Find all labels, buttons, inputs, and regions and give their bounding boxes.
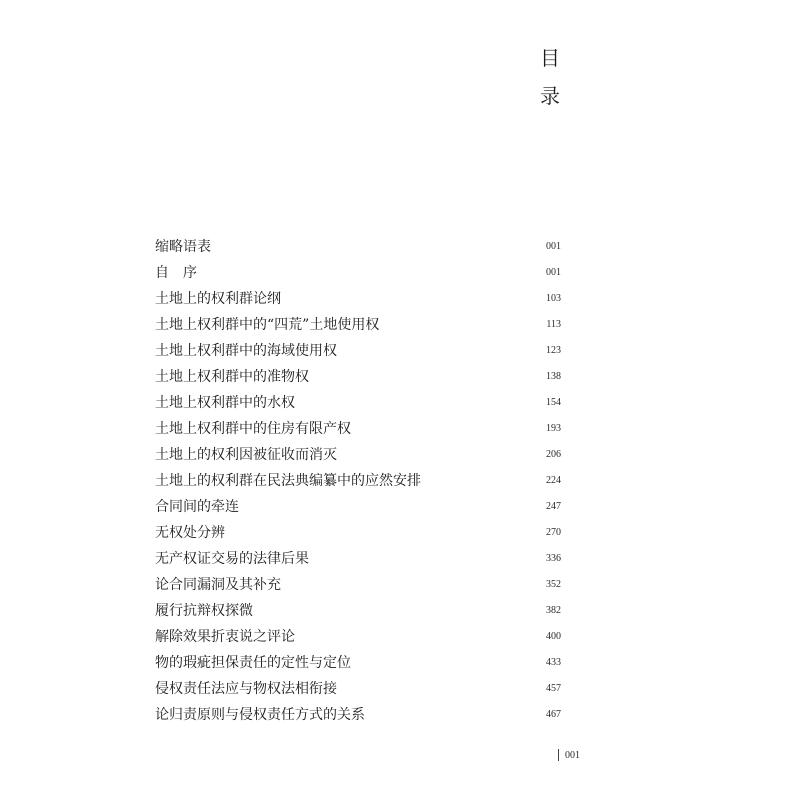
toc-entry[interactable] — [155, 233, 561, 259]
toc-entry-page: 123 — [546, 344, 561, 356]
toc-entry-page: 103 — [546, 292, 561, 304]
toc-entry-title: 物的瑕疵担保责任的定性与定位 — [155, 655, 351, 671]
page-folio — [558, 749, 580, 761]
toc-entry[interactable] — [155, 649, 561, 675]
toc-entry-page: 247 — [546, 500, 561, 512]
toc-entry-title: 侵权责任法应与物权法相衔接 — [155, 681, 337, 697]
toc-entry-page: 206 — [546, 448, 561, 460]
toc-entry-title: 土地上权利群中的准物权 — [155, 369, 309, 385]
toc-entry-page: 457 — [546, 682, 561, 694]
toc-entry[interactable] — [155, 285, 561, 311]
toc-entry-title: 土地上权利群中的水权 — [155, 395, 295, 411]
toc-entry[interactable] — [155, 441, 561, 467]
toc-entry[interactable] — [155, 623, 561, 649]
toc-entry[interactable] — [155, 415, 561, 441]
toc-entry-title: 土地上权利群中的海域使用权 — [155, 343, 337, 359]
toc-entry-title: 无产权证交易的法律后果 — [155, 551, 309, 567]
toc-entry-page: 154 — [546, 396, 561, 408]
toc-entry[interactable] — [155, 337, 561, 363]
toc-entry-page: 224 — [546, 474, 561, 486]
page-title — [530, 48, 570, 124]
toc-entry-page: 193 — [546, 422, 561, 434]
toc-entry[interactable] — [155, 675, 561, 701]
toc-entry-title: 无权处分辨 — [155, 525, 225, 541]
toc-entry-title: 论合同漏洞及其补充 — [155, 577, 281, 593]
folio-page-number: 001 — [565, 749, 580, 761]
page-title-char-2: 录 — [540, 84, 560, 108]
toc-entry-page: 382 — [546, 604, 561, 616]
toc-entry-page: 138 — [546, 370, 561, 382]
toc-entry-title: 缩略语表 — [155, 239, 211, 255]
toc-entry-page: 400 — [546, 630, 561, 642]
toc-entry-title: 土地上的权利因被征收而消灭 — [155, 447, 337, 463]
toc-entry-page: 336 — [546, 552, 561, 564]
toc-entry-title: 合同间的牵连 — [155, 499, 239, 515]
toc-entry-page: 001 — [546, 266, 561, 278]
toc-entry[interactable] — [155, 701, 561, 727]
toc-entry[interactable] — [155, 493, 561, 519]
toc-entry-title: 履行抗辩权探微 — [155, 603, 253, 619]
toc-entry-page: 433 — [546, 656, 561, 668]
toc-entry-page: 467 — [546, 708, 561, 720]
toc-entry[interactable] — [155, 259, 561, 285]
toc-entry[interactable] — [155, 311, 561, 337]
toc-entry[interactable] — [155, 545, 561, 571]
toc-entry-title: 土地上的权利群论纲 — [155, 291, 281, 307]
toc-entry[interactable] — [155, 597, 561, 623]
folio-divider — [558, 749, 559, 761]
toc-entry[interactable] — [155, 363, 561, 389]
toc-entry-title: 解除效果折衷说之评论 — [155, 629, 295, 645]
toc-entry-page: 001 — [546, 240, 561, 252]
toc-entry-title: 土地上的权利群在民法典编纂中的应然安排 — [155, 473, 421, 489]
toc-entry[interactable] — [155, 519, 561, 545]
toc-entry[interactable] — [155, 571, 561, 597]
toc-entry-title: 土地上权利群中的住房有限产权 — [155, 421, 351, 437]
toc-entry-page: 270 — [546, 526, 561, 538]
toc-entry-page: 352 — [546, 578, 561, 590]
table-of-contents — [155, 233, 561, 727]
toc-entry[interactable] — [155, 467, 561, 493]
toc-entry[interactable] — [155, 389, 561, 415]
toc-entry-title: 土地上权利群中的“四荒”土地使用权 — [155, 317, 380, 333]
toc-entry-title: 论归责原则与侵权责任方式的关系 — [155, 707, 365, 723]
page-title-char-1: 目 — [540, 46, 560, 70]
toc-entry-title: 自 序 — [155, 265, 197, 281]
toc-entry-page: 113 — [546, 318, 561, 330]
